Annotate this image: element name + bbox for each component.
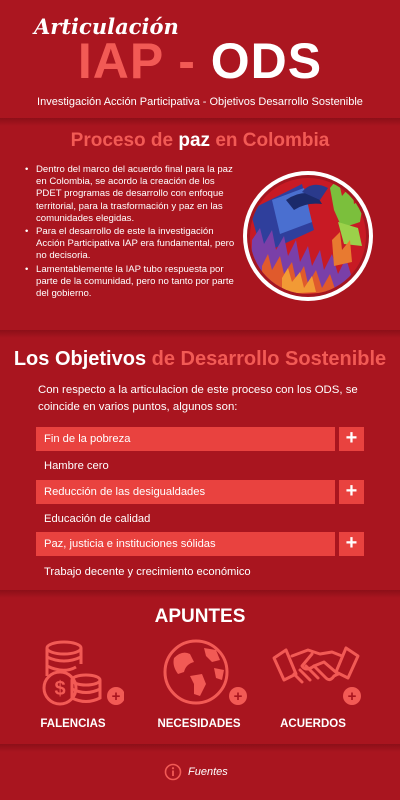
ods-title-a: Los Objetivos [13,348,152,370]
apuntes-title: APUNTES [154,606,246,627]
divider [0,744,400,752]
bullet-item: • Dentro del marco del acuerdo final para la paz en Colombia, se acordo la creación de los PDET programas de desarrollo con enfoque territorial, para la trasformación y paz en las comunidades elegidas. [24,164,238,225]
apunte-label-necesidades: NECESIDADES [157,718,241,730]
coins-icon[interactable] [34,636,124,712]
globe-icon[interactable] [160,636,250,712]
svg-text:$: $ [54,678,66,700]
expand-plus-button[interactable]: + [339,480,364,504]
goal-bar: Reducción de las desigualdades [36,480,335,504]
apunte-label-falencias: FALENCIAS [40,718,106,730]
kicker-title: Articulación [34,14,179,39]
goal-bar: Fin de la pobreza [36,427,335,451]
peace-bullet-list [24,164,238,301]
expand-plus-button[interactable]: + [339,532,364,556]
svg-text:+: + [347,688,357,705]
svg-text:+: + [111,688,121,705]
expand-plus-button[interactable]: + [339,427,364,451]
handshake-icon[interactable] [272,636,362,712]
divider [0,330,400,338]
goal-text: Hambre cero [44,460,109,472]
peace-title-b: paz [178,130,211,151]
main-title-part2: ODS [210,33,323,89]
peace-emblem-image [242,170,374,302]
ods-section-title [0,348,400,371]
bullet-item: • Lamentablemente la IAP tubo respuesta por parte de la comunidad, pero no tanto por parte del gobierno. [24,264,238,301]
ods-title-b: de Desarrollo Sostenible [151,348,387,370]
header [0,0,400,122]
peace-title-a: Proceso de [70,130,179,151]
main-title [0,32,400,90]
goal-text: Educación de calidad [44,513,151,525]
apunte-label-acuerdos: ACUERDOS [280,718,346,730]
bullet-item: • Para el desarrollo de este la investigación Acción Participativa IAP era fundamental, pero no decisoria. [24,226,238,263]
sources-link[interactable]: Fuentes [188,766,228,778]
goal-text: Trabajo decente y crecimiento económico [44,566,251,578]
goal-bar: Paz, justicia e instituciones sólidas [36,532,335,556]
main-subtitle: Investigación Acción Participativa - Objetivos Desarrollo Sostenible [37,96,363,108]
svg-text:+: + [233,688,243,705]
info-icon[interactable] [164,763,182,781]
main-title-part1: IAP - [77,33,211,89]
divider [0,590,400,598]
peace-title-c: en Colombia [210,130,330,151]
peace-section-title [0,130,400,152]
divider [0,118,400,126]
ods-intro-text: Con respecto a la articulacion de este proceso con los ODS, se coincide en varios puntos, algunos son: [38,384,358,413]
